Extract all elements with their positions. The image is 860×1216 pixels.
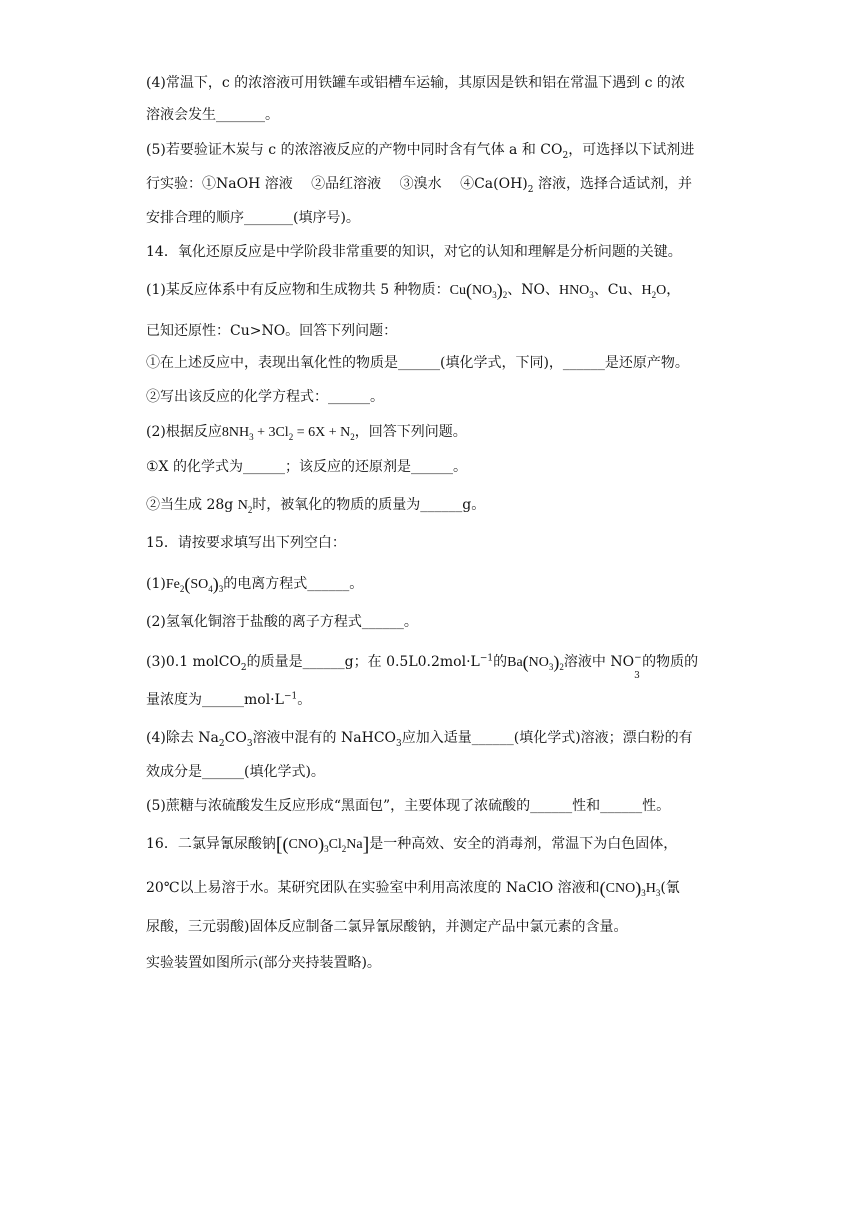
q16-line3: 尿酸，三元弱酸)固体反应制备二氯异氰尿酸钠，并测定产品中氯元素的含量。 xyxy=(146,919,628,935)
q14-part1-line2: 已知还原性：Cu>NO。回答下列问题： xyxy=(146,323,398,339)
q14-part1-question2: ②写出该反应的化学方程式：______。 xyxy=(146,389,384,405)
q14-part2-question1: ①X 的化学式为______；该反应的还原剂是______。 xyxy=(146,459,467,475)
q16-line2: 20℃以上易溶于水。某研究团队在实验室中利用高浓度的 NaClO 溶液和$(CNO)_3H_3$(氰 xyxy=(146,878,680,898)
q14-part2: (2)根据反应$8NH_3 + 3Cl_2 = 6X + N_2$，回答下列问题。 xyxy=(146,424,467,442)
formula-cu-no3-2: $Cu(NO_3)_2$ xyxy=(449,280,508,300)
q14-intro: 14．氧化还原反应是中学阶段非常重要的知识，对它的认知和理解是分析问题的关键。 xyxy=(146,244,682,260)
q14-part1-question1: ①在上述反应中，表现出氧化性的物质是______(填化学式，下同)，______是还原产物。 xyxy=(146,355,689,371)
formula-reaction-equation: $8NH_3 + 3Cl_2 = 6X + N_2$ xyxy=(221,425,355,442)
q13-part4-line1: (4)常温下，c 的浓溶液可用铁罐车或铝槽车运输，其原因是铁和铝在常温下遇到 c 的浓 xyxy=(146,75,685,91)
q16-line4: 实验装置如图所示(部分夹持装置略)。 xyxy=(146,955,381,971)
q15-part3-line2: 量浓度为$\_\_\_\_\_\_mol\cdot L^{-1}$。 xyxy=(146,691,312,708)
formula-h2o: $H_2O$ xyxy=(641,283,667,300)
formula-hno3: $HNO_3$ xyxy=(558,283,594,300)
formula-n2: $N_2$ xyxy=(237,498,253,515)
q15-part4-line1: (4)除去 $Na_2CO_3$溶液中混有的 NaHCO$_3$应加入适量______(填化学式)溶液；漂白粉的有 xyxy=(146,730,693,749)
q14-part1-line1: (1)某反应体系中有反应物和生成物共 5 种物质：$Cu(NO_3)_2$、NO、$HNO_3$、Cu、$H_2O$， xyxy=(146,280,681,300)
q16-line1: 16．二氯异氰尿酸钠$[(CNO)_3Cl_2Na]$是一种高效、安全的消毒剂，常温下为白色固体， xyxy=(146,834,678,856)
q13-part4-line2: 溶液会发生_______。 xyxy=(146,107,279,123)
q14-part2-question2: ②当生成 28g $N_2$时，被氧化的物质的质量为______g。 xyxy=(146,497,486,515)
q13-part5-line1: (5)若要验证木炭与 c 的浓溶液反应的产物中同时含有气体 a 和 $CO_2$，可选择以下试剂进 xyxy=(146,142,695,161)
q15-part5: (5)蔗糖与浓硫酸发生反应形成“黑面包”，主要体现了浓硫酸的______性和______性。 xyxy=(146,798,671,814)
q15-part1: $(1)Fe_2(SO_4)_3$的电离方程式______。 xyxy=(146,574,364,594)
q15-intro: 15．请按要求填写出下列空白： xyxy=(146,535,346,551)
q15-part4-line2: 效成分是______(填化学式)。 xyxy=(146,764,325,780)
formula-ba-no3-2: $Ba(NO_3)_2$ xyxy=(507,652,564,672)
q15-part3-line1: (3)0.1 molCO$_2$的质量是______g；在 $0.5L0.2mol\cdot L^{-1}$的$Ba(NO_3)_2$溶液中 NO − 3 的物质的 xyxy=(146,652,699,681)
formula-sodium-dichloroisocyanurate: $[(CNO)_3Cl_2Na]$ xyxy=(275,834,370,856)
q15-part2: (2)氢氧化铜溶于盐酸的离子方程式______。 xyxy=(146,614,418,630)
formula-cyanuric-acid: $(CNO)_3H_3$ xyxy=(599,878,661,898)
formula-fe2-so4-3: $Fe_2(SO_4)_3$ xyxy=(165,574,224,594)
q13-part5-line2: 行实验：①NaOH 溶液 ②品红溶液 ③溴水 $④Ca(OH)_2$ 溶液，选择合适试剂，并 xyxy=(146,176,692,195)
q13-part5-line3: 安排合理的顺序_______(填序号)。 xyxy=(146,210,360,226)
